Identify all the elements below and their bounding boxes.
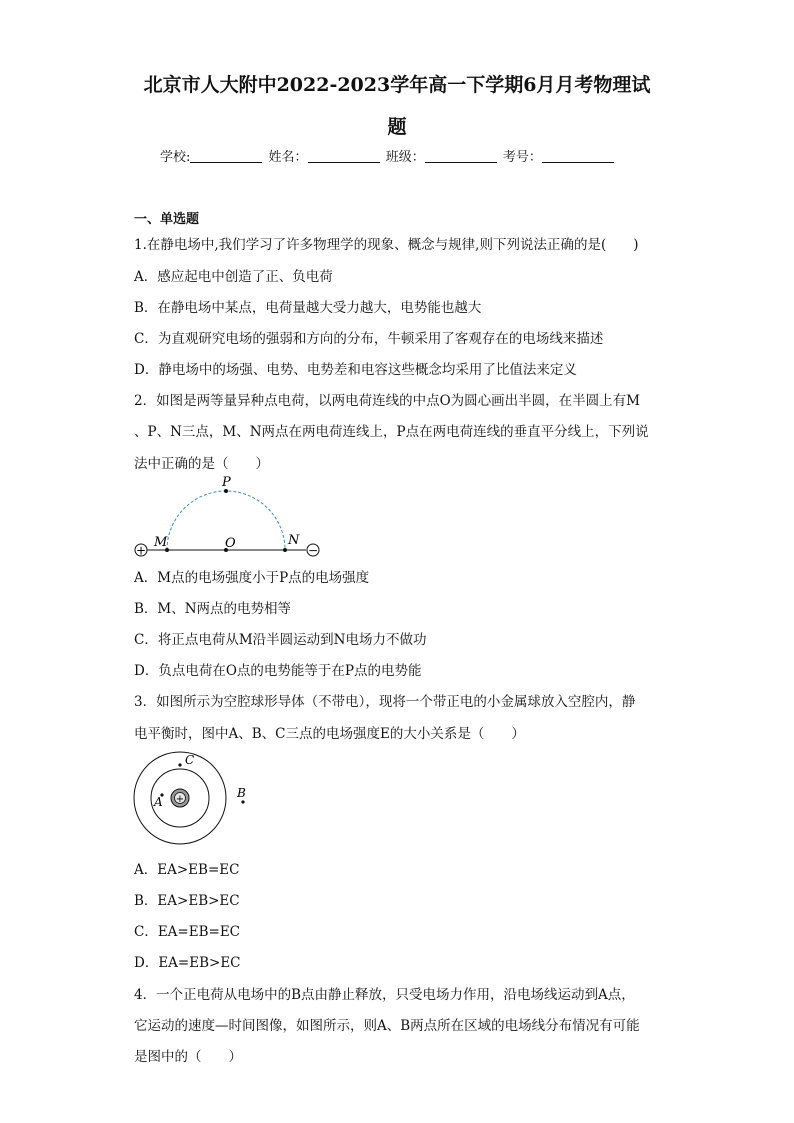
point-c (178, 763, 181, 766)
q2-stem-line2: 、P、N三点，M、N两点在两电荷连线上，P点在两电荷连线的垂直平分线上，下列说 (134, 424, 649, 440)
label-p: P (222, 475, 231, 490)
q1-option-c: C．为直观研究电场的强弱和方向的分布，牛顿采用了客观存在的电场线来描述 (134, 331, 604, 347)
school-blank[interactable] (190, 150, 262, 163)
q2-option-c: C．将正点电荷从M沿半圆运动到N电场力不做功 (134, 632, 427, 648)
q2-figure (130, 472, 330, 564)
q2-option-d: D．负点电荷在O点的电势能等于在P点的电势能 (134, 663, 422, 679)
q3-option-b: B．EA>EB>EC (134, 893, 240, 909)
name-blank[interactable] (308, 150, 380, 163)
number-label: 考号： (502, 150, 542, 165)
q3-option-a: A．EA>EB=EC (134, 862, 240, 878)
school-label: 学校: (160, 150, 191, 165)
q3-option-c: C．EA=EB=EC (134, 924, 241, 940)
positive-charge-sign: + (135, 543, 147, 558)
q3-stem-line2: 电平衡时，图中A、B、C三点的电场强度E的大小关系是（ ） (134, 726, 525, 742)
label-b: B (237, 786, 246, 800)
page-title: 北京市人大附中2022-2023学年高一下学期6月月考物理试 (143, 74, 651, 96)
charged-ball-sign: + (175, 794, 185, 805)
label-m: M (154, 535, 168, 550)
q4-stem-line3: 是图中的（ ） (134, 1049, 242, 1065)
point-n (283, 548, 287, 552)
q4-stem-line1: 4．一个正电荷从电场中的B点由静止释放，只受电场力作用，沿电场线运动到A点， (134, 987, 635, 1003)
q2-option-a: A．M点的电场强度小于P点的电场强度 (134, 570, 370, 586)
class-blank[interactable] (425, 150, 497, 163)
q3-option-d: D．EA=EB>EC (134, 955, 241, 971)
q3-stem-line1: 3．如图所示为空腔球形导体（不带电），现将一个带正电的小金属球放入空腔内，静 (134, 694, 636, 710)
negative-charge-sign: − (307, 543, 319, 558)
label-c: C (185, 753, 195, 767)
point-b (241, 800, 244, 803)
name-label: 姓名： (268, 150, 308, 165)
label-o: O (225, 536, 236, 551)
section-heading: 一、单选题 (134, 212, 200, 227)
q1-stem: 1.在静电场中,我们学习了许多物理学的现象、概念与规律,则下列说法正确的是( ) (134, 237, 639, 253)
q2-option-b: B．M、N两点的电势相等 (134, 601, 292, 617)
number-blank[interactable] (542, 150, 614, 163)
label-n: N (288, 533, 300, 548)
q4-stem-line2: 它运动的速度—时间图像，如图所示，则A、B两点所在区域的电场线分布情况有可能 (134, 1018, 640, 1034)
q1-option-a: A．感应起电中创造了正、负电荷 (134, 269, 333, 285)
q1-option-b: B．在静电场中某点，电荷量越大受力越大，电势能也越大 (134, 300, 482, 316)
q2-stem-line3: 法中正确的是（ ） (134, 456, 269, 472)
student-info-row (160, 146, 616, 165)
q2-stem-line1: 2．如图是两等量异种点电荷，以两电荷连线的中点O为圆心画出半圆，在半圆上有M (134, 393, 640, 409)
label-a: A (154, 795, 163, 809)
q1-option-d: D．静电场中的场强、电势、电势差和电容这些概念均采用了比值法来定义 (134, 362, 577, 378)
page-title-continued: 题 (387, 116, 407, 138)
class-label: 班级： (385, 150, 425, 165)
q3-figure (128, 750, 258, 846)
